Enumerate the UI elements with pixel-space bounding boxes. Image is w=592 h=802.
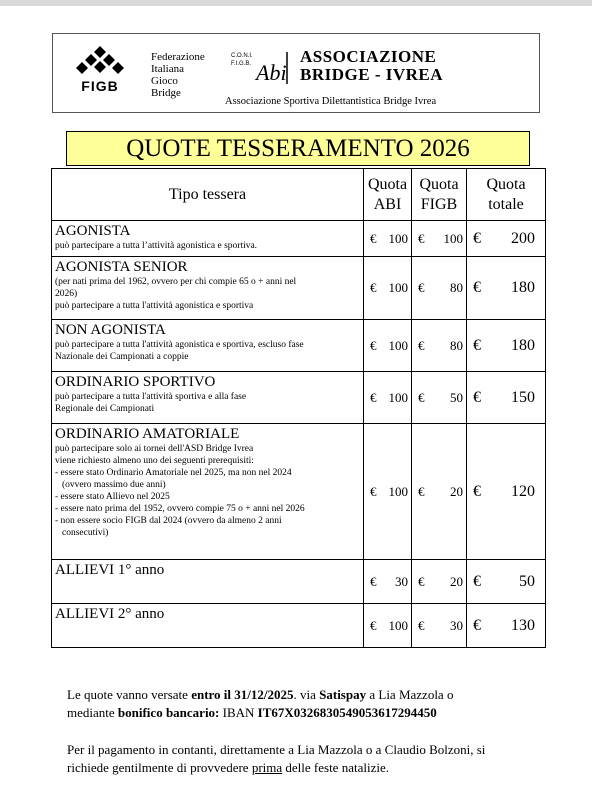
amount-value: 180 (511, 336, 535, 354)
federation-line: Federazione (151, 51, 205, 63)
tessera-type-cell (52, 372, 364, 424)
description-line: Regionale dei Campionati (55, 404, 155, 414)
tessera-description (55, 240, 360, 252)
figb-logo-text: FIGB (81, 78, 119, 94)
quota-abi-cell (364, 372, 412, 424)
letterhead (52, 33, 540, 113)
tessera-name: ORDINARIO AMATORIALE (55, 426, 240, 442)
description-line: può partecipare a tutta l’attività agonistica e sportiva. (55, 241, 258, 251)
amount-value: 150 (511, 388, 535, 406)
quota-figb-cell (412, 424, 467, 560)
euro-sign: € (418, 483, 425, 499)
description-line: consecutivi) (62, 528, 109, 538)
tessera-name: NON AGONISTA (55, 322, 166, 338)
amount-value: 30 (395, 573, 408, 589)
description-line: (ovvero massimo due anni) (62, 480, 166, 490)
quota-abi-cell (364, 604, 412, 648)
amount-value: 20 (450, 573, 463, 589)
quota-totale-cell (467, 221, 546, 257)
federation-line: Italiana (151, 63, 184, 75)
table-header-row (52, 169, 546, 221)
amount-value: 130 (511, 616, 535, 634)
euro-sign: € (370, 389, 377, 405)
tessera-name: ALLIEVI 2° anno (55, 606, 165, 622)
amount-value: 50 (519, 572, 535, 590)
amount-value: 100 (388, 280, 408, 295)
tessera-description (55, 391, 360, 415)
tessera-description (55, 443, 360, 539)
cash-payment-note: Per il pagamento in contanti, direttamente a Lia Mazzola o a Claudio Bolzoni, si richiede gentilmente di provvedere prima delle feste natalizie. (67, 742, 486, 775)
euro-sign: € (370, 280, 377, 295)
euro-sign: € (418, 389, 425, 405)
quota-figb-cell (412, 257, 467, 320)
top-gray-bar (0, 0, 592, 6)
euro-sign: € (418, 617, 425, 633)
description-line: Nazionale dei Campionati a coppie (55, 352, 189, 362)
federation-name (151, 51, 205, 99)
quota-totale-cell (467, 320, 546, 372)
quota-abi-cell (364, 221, 412, 257)
quota-figb-cell (412, 604, 467, 648)
association-title (300, 48, 443, 84)
page-title: QUOTE TESSERAMENTO 2026 (66, 131, 530, 166)
quota-figb-cell (412, 372, 467, 424)
amount-value: 100 (388, 389, 408, 405)
association-title-line: BRIDGE - IVREA (300, 65, 444, 84)
association-subtitle: Associazione Sportiva Dilettantistica Bridge Ivrea (225, 96, 437, 107)
description-line: - essere stato Allievo nel 2025 (55, 492, 170, 502)
quota-totale-cell (467, 372, 546, 424)
association-title-line: ASSOCIAZIONE (300, 47, 437, 66)
table-row (52, 424, 546, 560)
abi-logo (229, 48, 291, 88)
tessera-name: AGONISTA (55, 223, 131, 239)
quota-totale-cell (467, 424, 546, 560)
description-line: - essere nato prima del 1952, ovvero compie 75 o + anni nel 2026 (55, 504, 305, 514)
amount-value: 30 (450, 617, 463, 633)
amount-value: 100 (388, 617, 408, 633)
amount-value: 100 (388, 483, 408, 499)
euro-sign: € (370, 483, 377, 499)
table-row (52, 560, 546, 604)
amount-value: 50 (450, 389, 463, 405)
tessera-type-cell (52, 257, 364, 320)
quota-totale-cell (467, 560, 546, 604)
euro-sign: € (370, 337, 377, 353)
description-line: viene richiesto almeno uno dei seguenti prerequisiti: (55, 456, 254, 466)
federation-line: Bridge (151, 87, 181, 99)
euro-sign: € (473, 616, 481, 634)
abi-coni-text: C.O.N.I. (231, 53, 253, 59)
quota-figb-cell (412, 221, 467, 257)
tessera-name: ALLIEVI 1° anno (55, 562, 165, 578)
description-line: può partecipare a tutta l'attività agonistica e sportiva, escluso fase (55, 340, 304, 350)
tessera-name: ORDINARIO SPORTIVO (55, 374, 216, 390)
amount-value: 80 (450, 280, 463, 295)
amount-value: 200 (511, 229, 535, 247)
quota-abi-cell (364, 257, 412, 320)
header-totale: Quota totale (467, 169, 546, 221)
quota-figb-cell (412, 560, 467, 604)
table-row (52, 320, 546, 372)
header-abi: Quota ABI (364, 169, 412, 221)
tessera-type-cell (52, 604, 364, 648)
amount-value: 80 (450, 337, 463, 353)
description-line: - non essere socio FIGB dal 2024 (ovvero da almeno 2 anni (55, 516, 282, 526)
amount-value: 100 (388, 337, 408, 353)
payment-note: Le quote vanno versate entro il 31/12/2025. via Satispay a Lia Mazzola o mediante bonifico bancario: IBAN IT67X0326830549053617294450 (67, 687, 454, 720)
description-line: può partecipare solo ai tornei dell'ASD Bridge Ivrea (55, 444, 254, 454)
euro-sign: € (418, 337, 425, 353)
euro-sign: € (418, 280, 425, 295)
abi-logo-text: Abi (256, 60, 287, 85)
abi-figb-text: F.I.G.B. (231, 61, 252, 67)
fees-table (51, 168, 546, 648)
euro-sign: € (418, 230, 425, 246)
euro-sign: € (473, 572, 481, 590)
table-row (52, 372, 546, 424)
amount-value: 120 (511, 482, 535, 500)
euro-sign: € (473, 279, 481, 296)
quota-totale-cell (467, 604, 546, 648)
amount-value: 20 (450, 483, 463, 499)
euro-sign: € (418, 573, 425, 589)
description-line: può partecipare a tutta l'attività sportiva e alla fase (55, 392, 247, 402)
amount-value: 180 (511, 279, 535, 296)
description-line: 2026) (55, 289, 78, 299)
euro-sign: € (370, 617, 377, 633)
euro-sign: € (370, 230, 377, 246)
quota-totale-cell (467, 257, 546, 320)
tessera-description (55, 339, 360, 363)
euro-sign: € (370, 573, 377, 589)
quota-abi-cell (364, 560, 412, 604)
tessera-type-cell (52, 424, 364, 560)
tessera-description (55, 276, 360, 312)
quota-abi-cell (364, 424, 412, 560)
federation-line: Gioco (151, 75, 178, 87)
euro-sign: € (473, 336, 481, 354)
figb-logo (69, 44, 131, 96)
amount-value: 100 (443, 230, 463, 246)
description-line: può partecipare a tutta l'attività agonistica e sportiva (55, 301, 254, 311)
tessera-type-cell (52, 560, 364, 604)
tessera-name: AGONISTA SENIOR (55, 259, 188, 275)
description-line: (per nati prima del 1962, ovvero per chi compie 65 o + anni nel (55, 277, 297, 287)
euro-sign: € (473, 229, 481, 247)
quota-abi-cell (364, 320, 412, 372)
table-row (52, 221, 546, 257)
euro-sign: € (473, 388, 481, 406)
table-row (52, 257, 546, 320)
amount-value: 100 (388, 230, 408, 246)
tessera-type-cell (52, 221, 364, 257)
table-row (52, 604, 546, 648)
euro-sign: € (473, 482, 481, 500)
header-tipo: Tipo tessera (52, 169, 364, 221)
description-line: - essere stato Ordinario Amatoriale nel 2025, ma non nel 2024 (55, 468, 292, 478)
quota-figb-cell (412, 320, 467, 372)
tessera-type-cell (52, 320, 364, 372)
header-figb: Quota FIGB (412, 169, 467, 221)
